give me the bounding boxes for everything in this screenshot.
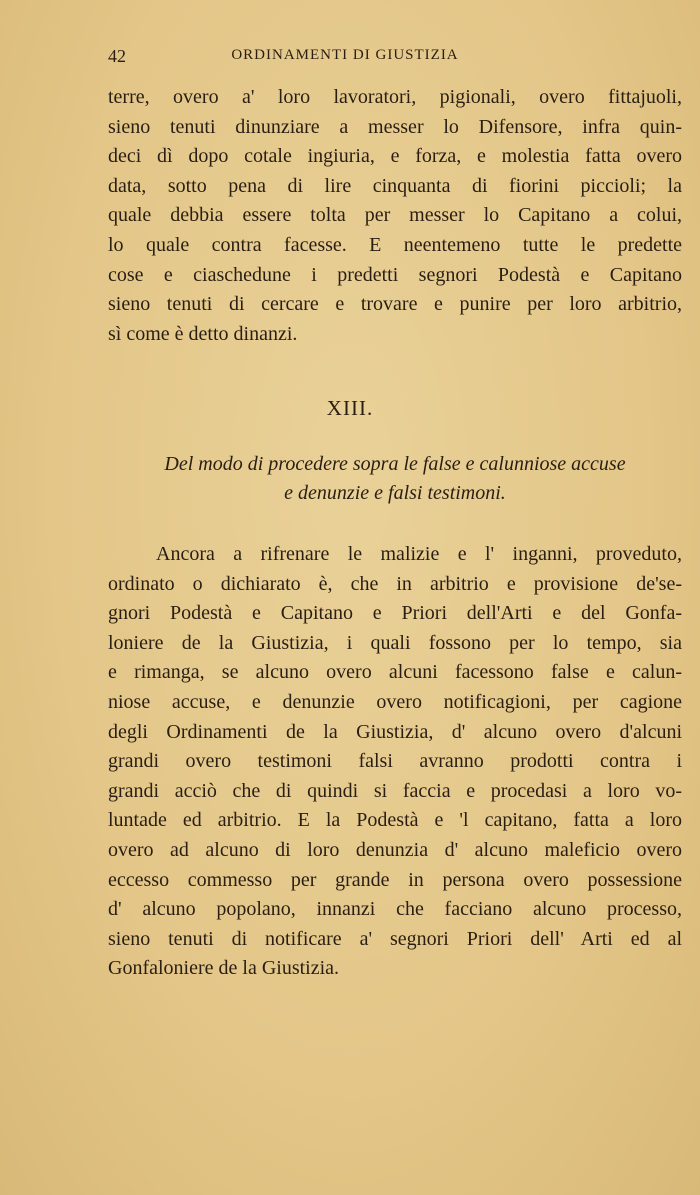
- text-line: sieno tenuti dinunziare a messer lo Difensore, infra quin-: [108, 115, 682, 138]
- text-line: Ancora a rifrenare le malizie e l' inganni, proveduto,: [156, 543, 682, 565]
- text-line: luntade ed arbitrio. E la Podestà e 'l capitano, fatta a loro: [108, 809, 682, 832]
- chapter-title: [100, 450, 690, 508]
- paragraph-2: [108, 540, 682, 984]
- text-line: cose e ciaschedune i predetti segnori Podestà e Capitano: [108, 263, 682, 286]
- text-line: lo quale contra facesse. E neentemeno tutte le predette: [108, 233, 682, 256]
- running-title: ORDINAMENTI DI GIUSTIZIA: [231, 47, 459, 63]
- text-line: overo ad alcuno di loro denunzia d' alcuno maleficio overo: [108, 838, 682, 861]
- text-line: Gonfaloniere de la Giustizia.: [108, 957, 340, 980]
- text-line: sì come è detto dinanzi.: [108, 322, 298, 345]
- text-line: sieno tenuti di cercare e trovare e punire per loro arbitrio,: [108, 293, 682, 316]
- text-line: loniere de la Giustizia, i quali fossono per lo tempo, sia: [108, 631, 682, 654]
- running-head: [108, 46, 582, 70]
- paragraph-1: [108, 83, 682, 349]
- text-line: gnori Podestà e Capitano e Priori dell'Arti e del Gonfa-: [108, 602, 682, 625]
- text-line: sieno tenuti di notificare a' segnori Priori dell' Arti ed al: [108, 927, 682, 950]
- chapter-number: XIII.: [326, 396, 374, 420]
- text-line: d' alcuno popolano, innanzi che facciano alcuno processo,: [108, 898, 682, 921]
- text-line: grandi overo testimoni falsi avranno prodotti contra i: [108, 750, 682, 773]
- text-line: terre, overo a' loro lavoratori, pigionali, overo fittajuoli,: [108, 86, 682, 108]
- text-line: quale debbia essere tolta per messer lo Capitano a colui,: [108, 204, 682, 227]
- text-line: niose accuse, e denunzie overo notificagioni, per cagione: [108, 690, 682, 713]
- text-line: data, sotto pena di lire cinquanta di fiorini piccioli; la: [108, 174, 682, 197]
- text-line: e rimanga, se alcuno overo alcuni facessono false e calun-: [108, 661, 682, 684]
- text-line: eccesso commesso per grande in persona overo possessione: [108, 868, 682, 891]
- page-number: 42: [108, 46, 126, 66]
- chapter-title-line: e denunzie e falsi testimoni.: [284, 482, 506, 504]
- text-line: degli Ordinamenti de la Giustizia, d' alcuno overo d'alcuni: [108, 720, 682, 743]
- chapter-title-line: Del modo di procedere sopra le false e calunniose accuse: [164, 453, 626, 475]
- text-line: ordinato o dichiarato è, che in arbitrio e provisione de'se-: [108, 572, 682, 595]
- text-line: deci dì dopo cotale ingiuria, e forza, e molestia fatta overo: [108, 145, 682, 168]
- text-line: grandi acciò che di quindi si faccia e procedasi a loro vo-: [108, 779, 682, 802]
